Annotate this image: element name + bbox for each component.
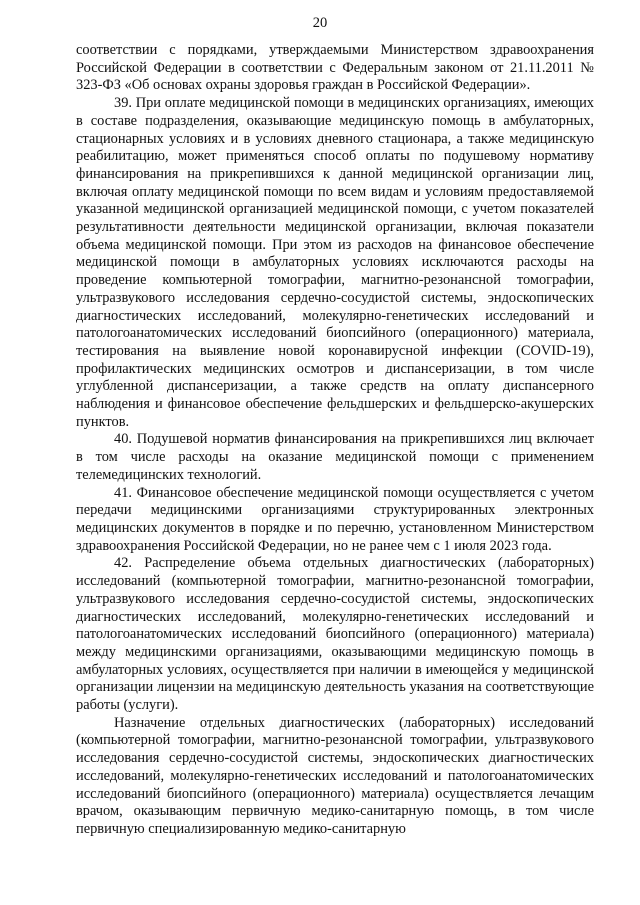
paragraph-42: 42. Распределение объема отдельных диагностических (лабораторных) исследований (компьютерной томографии, магнитно-резонансной томографии, ультразвукового исследования сердечно-сосудистой системы, эндоскопических диагностических исследований, молекулярно-генетических исследований и патологоанатомических исследований биопсийного (операционного) материала) между медицинскими организациями, оказывающими медицинскую помощь в амбулаторных условиях, осуществляется при наличии в имеющейся у медицинской организации лицензии на медицинскую деятельность указания на соответствующие работы (услуги). <box>76 555 594 714</box>
paragraph-continuation: соответствии с порядками, утверждаемыми Министерством здравоохранения Российской Федерации в соответствии с Федеральным законом от 21.11.2011 № 323-ФЗ «Об основах охраны здоровья граждан в Российской Федерации». <box>76 42 594 94</box>
document-body <box>76 42 594 839</box>
paragraph-40: 40. Подушевой норматив финансирования на прикрепившихся лиц включает в том числе расходы на оказание медицинской помощи с применением телемедицинских технологий. <box>76 431 594 483</box>
page-number: 20 <box>312 15 328 31</box>
paragraph-41: 41. Финансовое обеспечение медицинской помощи осуществляется с учетом передачи медицинскими организациями структурированных электронных медицинских документов в порядке и по перечню, установленном Министерством здравоохранения Российской Федерации, но не ранее чем с 1 июля 2023 года. <box>76 484 594 554</box>
paragraph-39: 39. При оплате медицинской помощи в медицинских организациях, имеющих в составе подразделения, оказывающие медицинскую помощь в амбулаторных, стационарных условиях и в условиях дневного стационара, а также медицинскую реабилитацию, может применяться способ оплаты по подушевому нормативу финансирования на прикрепившихся к данной медицинской организации лиц, включая оплату медицинской помощи по всем видам и условиям предоставляемой указанной медицинской организацией медицинской помощи, с учетом показателей результативности деятельности медицинской организации, включая показатели объема медицинской помощи. При этом из расходов на финансовое обеспечение медицинской помощи в амбулаторных условиях исключаются расходы на проведение компьютерной томографии, магнитно-резонансной томографии, ультразвукового исследования сердечно-сосудистой системы, эндоскопических диагностических исследований, молекулярно-генетических исследований и патологоанатомических исследований биопсийного (операционного) материала, тестирования на выявление новой коронавирусной инфекции (COVID-19), профилактических медицинских осмотров и диспансеризации, в том числе углубленной диспансеризации, а также средств на оплату диспансерного наблюдения и финансовое обеспечение фельдшерских и фельдшерско-акушерских пунктов. <box>76 95 594 430</box>
paragraph-diagnostics-assignment: Назначение отдельных диагностических (лабораторных) исследований (компьютерной томографии, магнитно-резонансной томографии, ультразвукового исследования сердечно-сосудистой системы, эндоскопических диагностических исследований, молекулярно-генетических исследований и патологоанатомических исследований биопсийного (операционного) материала) осуществляется лечащим врачом, оказывающим первичную медико-санитарную помощь, в том числе первичную специализированную медико-санитарную <box>76 714 594 837</box>
